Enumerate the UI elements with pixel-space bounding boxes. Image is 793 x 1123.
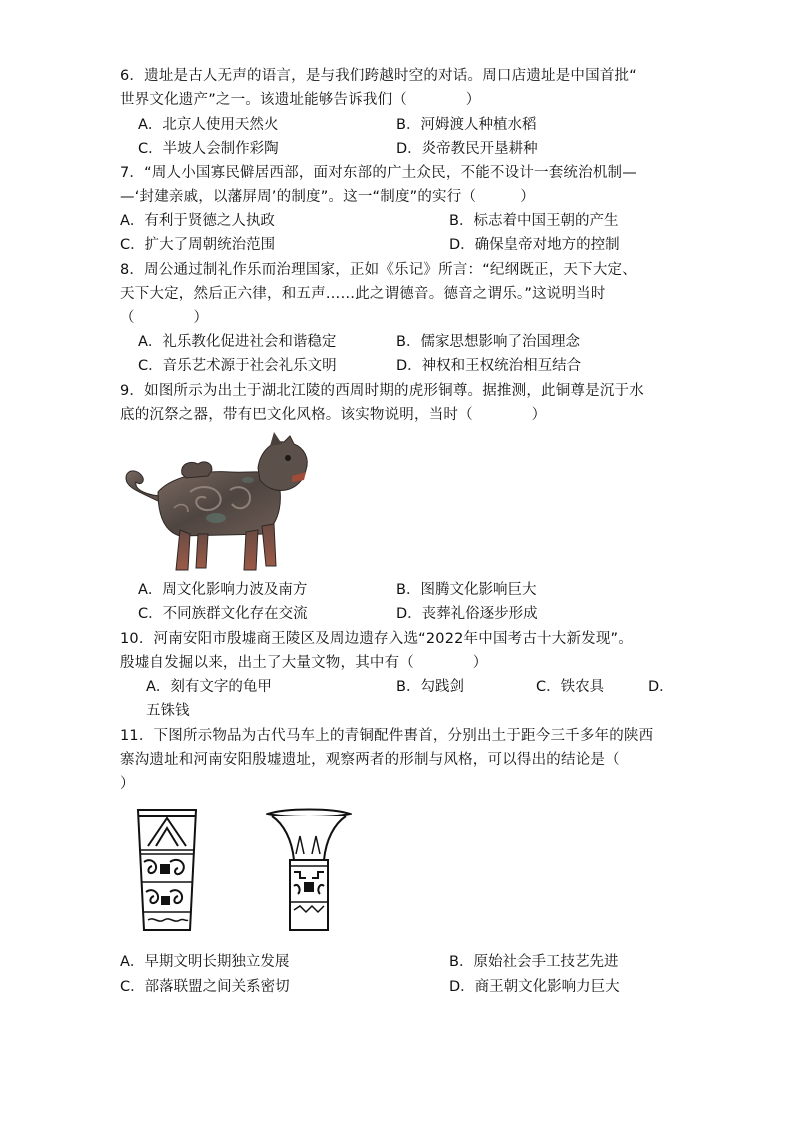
q10-option-c: C．铁农具 xyxy=(536,679,605,695)
q7-stem-line2: —‘封建亲戚，以藩屏周’的制度”。这一“制度”的实行（ ） xyxy=(120,189,535,205)
q6-stem-line2: 世界文化遗产”之一。该遗址能够告诉我们（ ） xyxy=(120,92,481,108)
q11-stem-line3: ） xyxy=(120,776,135,792)
q11-option-c: C．部落联盟之间关系密切 xyxy=(120,979,290,995)
tiger-zun-image xyxy=(120,430,310,575)
q8-stem-line1: 8．周公通过制礼作乐而治理国家，正如《乐记》所言：“纪纲既正，天下大定、 xyxy=(120,262,637,278)
q8-stem-line2: 天下大定，然后正六律，和五声……此之谓德音。德音之谓乐。”这说明当时 xyxy=(120,286,606,302)
axle-cap-right-image xyxy=(266,806,352,934)
q9-stem-line2: 底的沉祭之器，带有巴文化风格。该实物说明，当时（ ） xyxy=(120,407,547,423)
q6-option-c: C．半坡人会制作彩陶 xyxy=(138,141,279,157)
q7-option-d: D．确保皇帝对地方的控制 xyxy=(449,237,620,253)
q9-stem-line1: 9．如图所示为出土于湖北江陵的西周时期的虎形铜尊。据推测，此铜尊是沉于水 xyxy=(120,383,644,399)
q10-stem-line1: 10．河南安阳市殷墟商王陵区及周边遗存入选“2022年中国考古十大新发现”。 xyxy=(120,631,633,647)
q9-option-a: A．周文化影响力波及南方 xyxy=(138,582,308,598)
axle-cap-left-image xyxy=(132,806,202,934)
q7-option-a: A．有利于贤德之人执政 xyxy=(120,213,275,229)
bronze-axle-cap-left-icon xyxy=(132,806,202,934)
q6-option-d: D．炎帝教民开垦耕种 xyxy=(396,141,538,157)
q11-stem-line2: 寨沟遗址和河南安阳殷墟遗址，观察两者的形制与风格，可以得出的结论是（ xyxy=(120,752,620,768)
q10-option-d: D． xyxy=(648,679,674,695)
q9-option-d: D．丧葬礼俗逐步形成 xyxy=(396,606,538,622)
q10-option-a: A．刻有文字的龟甲 xyxy=(146,679,272,695)
q11-option-d: D．商王朝文化影响力巨大 xyxy=(449,979,620,995)
q8-stem-line3: （ ） xyxy=(120,310,209,326)
q8-option-d: D．神权和王权统治相互结合 xyxy=(396,358,582,374)
q10-option-b: B．勾践剑 xyxy=(396,679,464,695)
q9-option-c: C．不同族群文化存在交流 xyxy=(138,606,308,622)
q8-option-a: A．礼乐教化促进社会和谐稳定 xyxy=(138,334,337,350)
q8-option-c: C．音乐艺术源于社会礼乐文明 xyxy=(138,358,337,374)
q10-option-d-continued: 五铢钱 xyxy=(146,703,190,719)
bronze-tiger-zun-icon xyxy=(120,430,310,575)
q6-stem-line1: 6．遗址是古人无声的语言，是与我们跨越时空的对话。周口店遗址是中国首批“ xyxy=(120,68,637,84)
q11-stem-line1: 11．下图所示物品为古代马车上的青铜配件軎首，分别出土于距今三千多年的陕西 xyxy=(120,728,654,744)
bronze-axle-cap-right-icon xyxy=(266,806,352,934)
q8-option-b: B．儒家思想影响了治国理念 xyxy=(396,334,580,350)
q7-option-c: C．扩大了周朝统治范围 xyxy=(120,237,276,253)
q6-option-a: A．北京人使用天然火 xyxy=(138,117,279,133)
q7-stem-line1: 7．“周人小国寡民僻居西部，面对东部的广土众民，不能不设计一套统治机制— xyxy=(120,165,637,181)
q9-option-b: B．图腾文化影响巨大 xyxy=(396,582,537,598)
q6-option-b: B．河姆渡人种植水稻 xyxy=(396,117,537,133)
q7-option-b: B．标志着中国王朝的产生 xyxy=(449,213,619,229)
q10-stem-line2: 殷墟自发掘以来，出土了大量文物，其中有（ ） xyxy=(120,655,488,671)
q11-option-a: A．早期文明长期独立发展 xyxy=(120,954,290,970)
q11-option-b: B．原始社会手工技艺先进 xyxy=(449,954,619,970)
